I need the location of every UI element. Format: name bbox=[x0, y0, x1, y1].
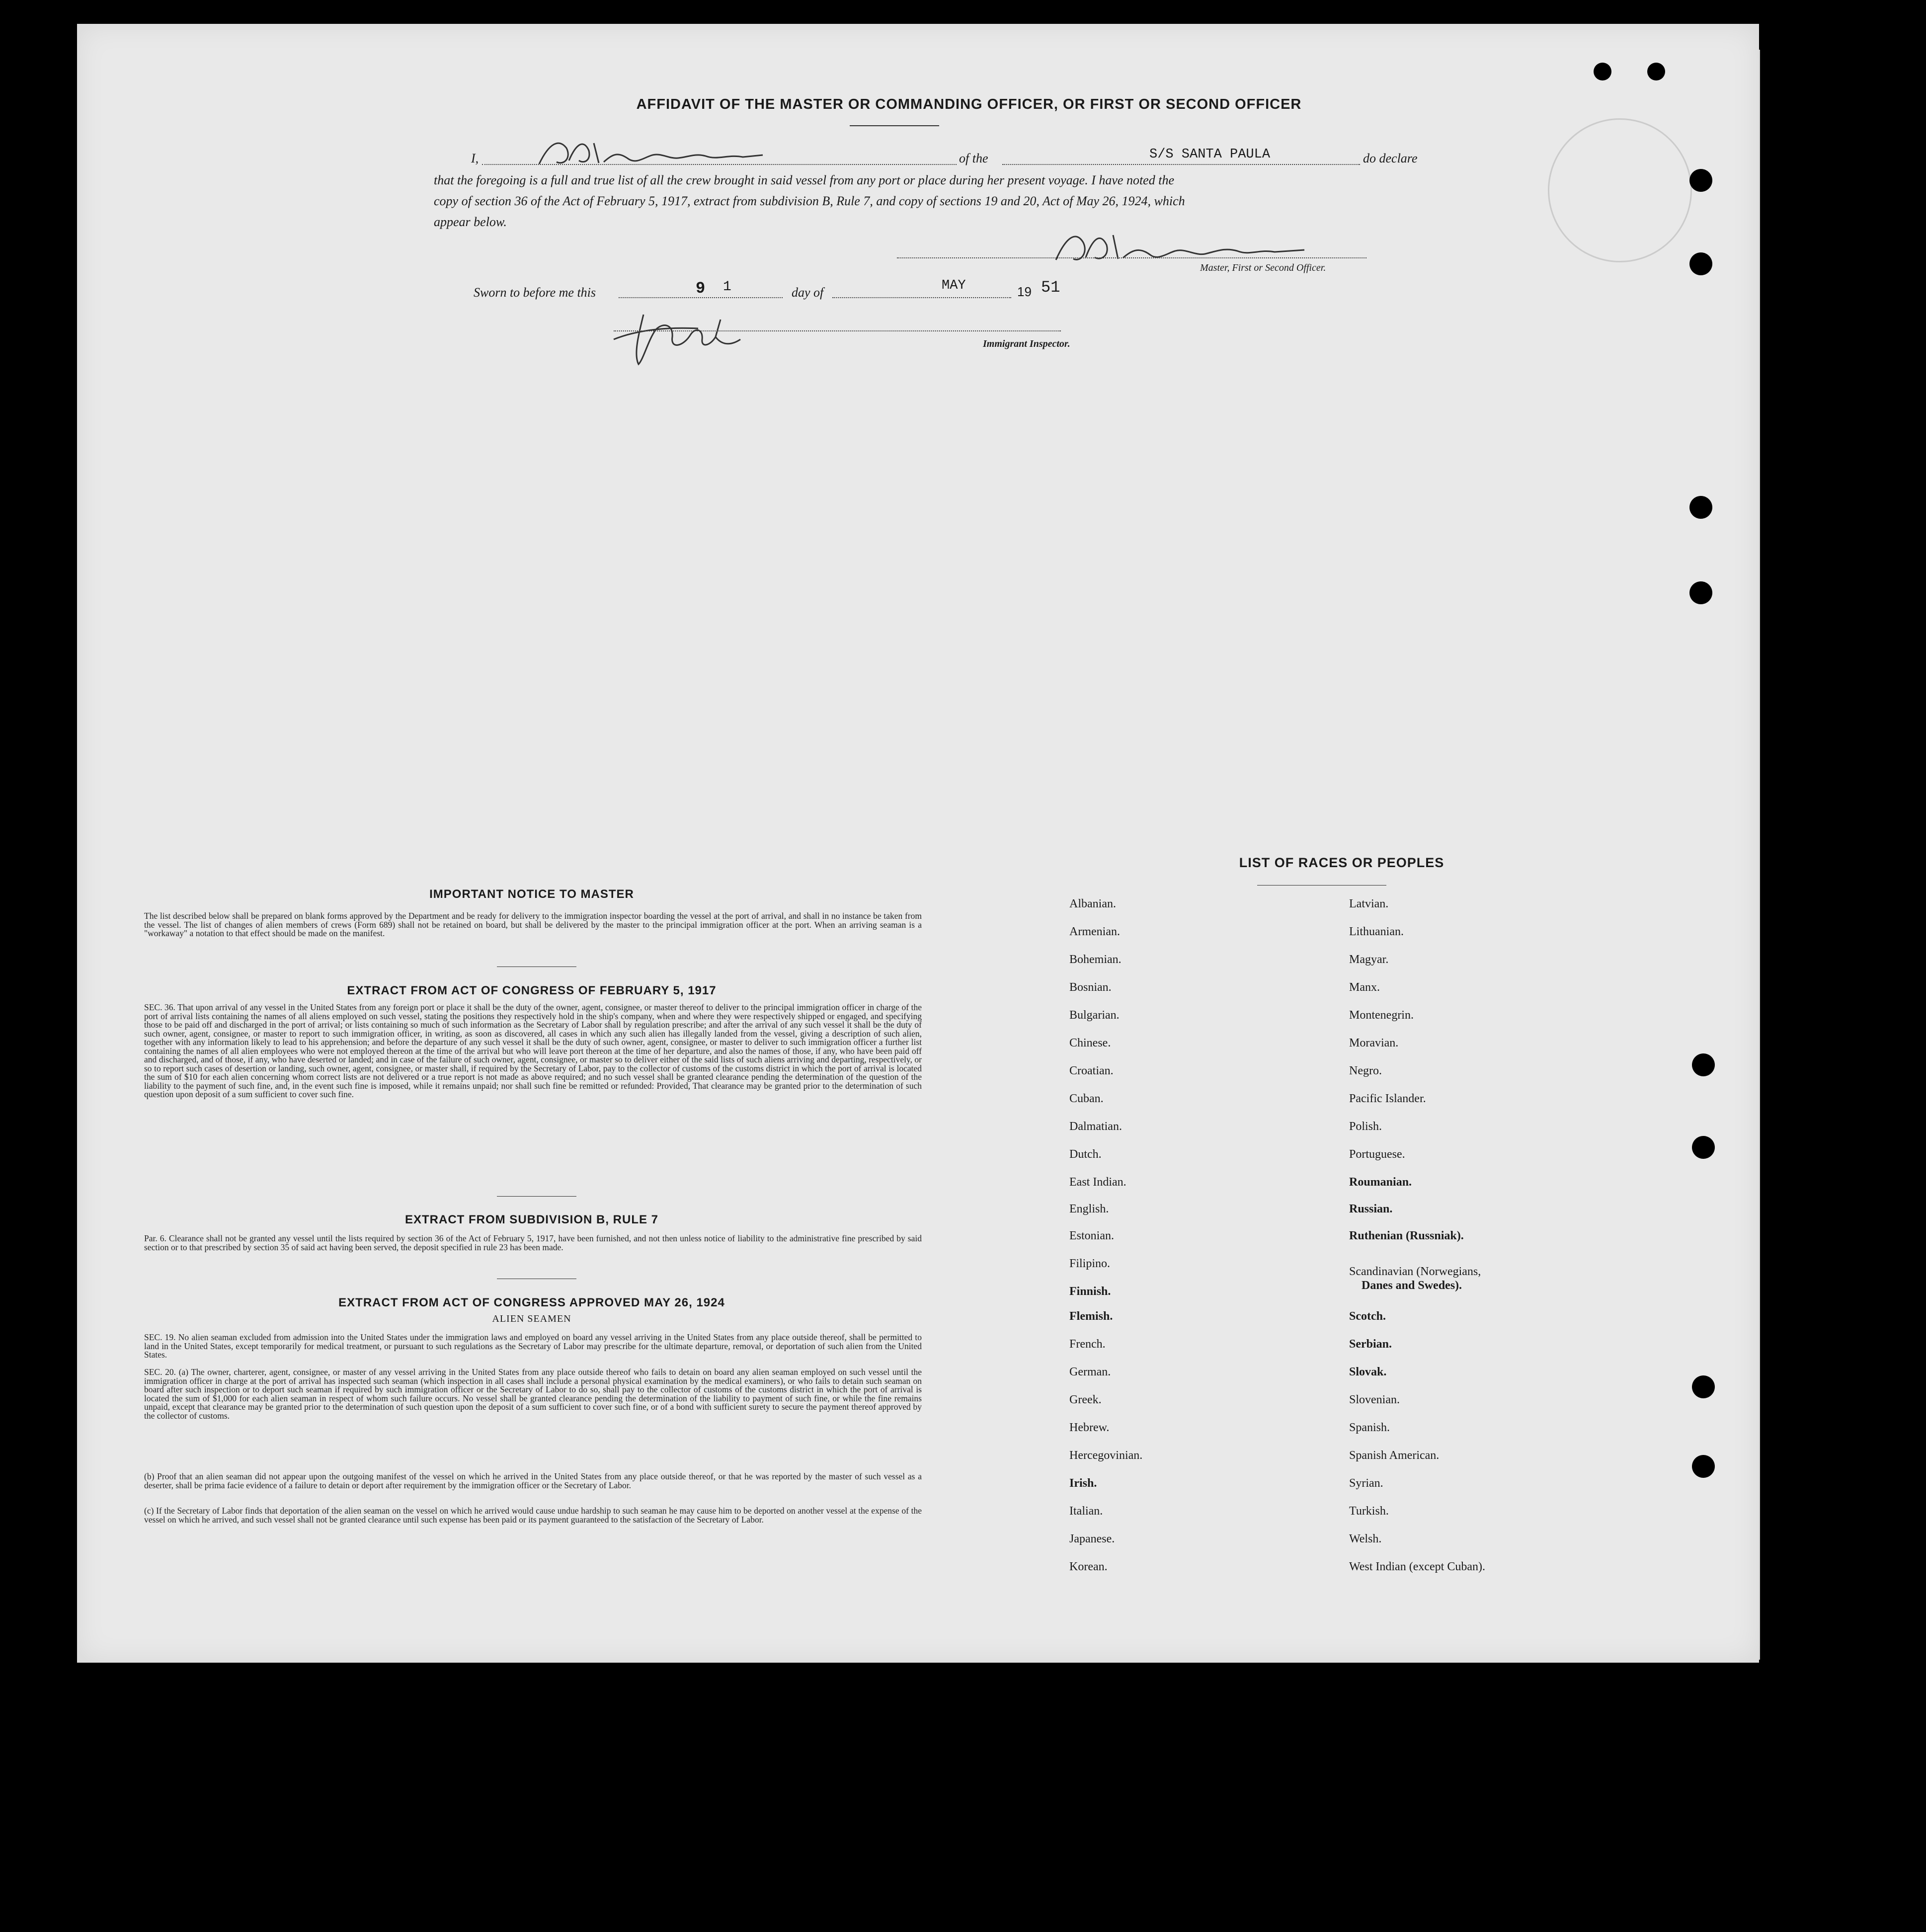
punch-hole-top-2 bbox=[1647, 63, 1665, 80]
race-italian: Italian. bbox=[1069, 1505, 1103, 1518]
race-scotch: Scotch. bbox=[1349, 1310, 1386, 1323]
race-hebrew: Hebrew. bbox=[1069, 1421, 1110, 1434]
race-serbian: Serbian. bbox=[1349, 1338, 1392, 1351]
sworn-month: MAY bbox=[942, 278, 966, 293]
sworn-mark: 1 bbox=[723, 279, 731, 295]
divider-2 bbox=[497, 1196, 576, 1197]
master-caption: Master, First or Second Officer. bbox=[1200, 262, 1326, 273]
inspector-signature bbox=[609, 300, 773, 369]
race-manx: Manx. bbox=[1349, 981, 1380, 994]
affidavit-line-2: that the foregoing is a full and true list of all the crew brought in said vessel from any port or place during her present voyage. I have noted the bbox=[434, 173, 1174, 187]
extract-1924-title: EXTRACT FROM ACT OF CONGRESS APPROVED MAY 26, 1924 bbox=[338, 1296, 725, 1309]
sworn-day: 9 bbox=[696, 279, 706, 298]
faint-stamp-mark bbox=[1548, 118, 1692, 262]
race-turkish: Turkish. bbox=[1349, 1505, 1389, 1518]
of-the-label: of the bbox=[959, 151, 988, 165]
punch-hole-8 bbox=[1692, 1455, 1715, 1478]
i-label: I, bbox=[471, 151, 479, 165]
punch-hole-2 bbox=[1689, 252, 1712, 275]
year-suffix: 51 bbox=[1041, 278, 1060, 297]
race-latvian: Latvian. bbox=[1349, 897, 1389, 910]
extract-1917-title: EXTRACT FROM ACT OF CONGRESS OF FEBRUARY 5, 1917 bbox=[347, 984, 717, 997]
do-declare-label: do declare bbox=[1363, 151, 1418, 165]
race-russian: Russian. bbox=[1349, 1203, 1393, 1215]
race-greek: Greek. bbox=[1069, 1393, 1102, 1406]
race-hercegovinian: Hercegovinian. bbox=[1069, 1449, 1143, 1462]
races-title: LIST OF RACES OR PEOPLES bbox=[1239, 855, 1444, 870]
punch-hole-5 bbox=[1692, 1053, 1715, 1076]
punch-hole-1 bbox=[1689, 169, 1712, 192]
race-armenian: Armenian. bbox=[1069, 925, 1120, 938]
race-cuban: Cuban. bbox=[1069, 1092, 1104, 1105]
race-ruthenian: Ruthenian (Russniak). bbox=[1349, 1229, 1464, 1242]
punch-hole-4 bbox=[1689, 581, 1712, 604]
punch-hole-top-1 bbox=[1594, 63, 1611, 80]
race-portuguese: Portuguese. bbox=[1349, 1148, 1405, 1161]
race-irish: Irish. bbox=[1069, 1477, 1097, 1490]
affidavit-line-4: appear below. bbox=[434, 215, 507, 229]
race-estonian: Estonian. bbox=[1069, 1229, 1114, 1242]
race-slovak: Slovak. bbox=[1349, 1366, 1387, 1378]
race-bosnian: Bosnian. bbox=[1069, 981, 1112, 994]
master-signature bbox=[529, 133, 807, 173]
races-divider bbox=[1257, 885, 1386, 886]
extract-1917-body: SEC. 36. That upon arrival of any vessel in the United States from any foreign port or place it shall be the duty of the owner, agent, consignee, or master thereof to deliver to the principal immigration officer in charge of the port of arrival lists containing the names of all aliens employed on such vessel, stating the positions they respectively hold in the ship's company, when and where they were respectively shipped or engaged, and specifying those to be paid off and discharged in the port of arrival; or lists containing so much of such information as the Secretary of Labor shall by regulation prescribe; and after the arrival of any such vessel it shall be the duty of such owner, agent, consignee, or master to report to such immigration officer, in writing, as soon as discovered, all cases in which any such alien has illegally landed from the vessel, giving a description of such alien, together with any information likely to lead to his apprehension; and before the departure of any such vessel it shall be the duty of such owner, agent, consignee, or master to deliver to such immigration officer a further list containing the names of all alien employees who were not employed thereon at the time of the arrival but who will leave port thereon at the time of her departure, and also the names of those, if any, who have been paid off and discharged, and of those, if any, who have deserted or landed; and in case of the failure of such owner, agent, consignee, or master so to deliver either of the said lists of such aliens arriving and departing, respectively, or so to report such cases of desertion or landing, such owner, agent, consignee, or master shall, if required by the Secretary of Labor, pay to the collector of customs of the customs district in which the port of arrival is located the sum of $10 for each alien concerning whom correct lists are not delivered or a true report is not made as above required; and no such vessel shall be granted clearance pending the determination of the question of the liability to the payment of such fine, and, in the event such fine is imposed, while it remains unpaid; nor shall such fine be remitted or refunded: Provided, That clearance may be granted prior to the determination of such question upon deposit of a sum sufficient to cover such fine. bbox=[144, 1002, 922, 1099]
race-english: English. bbox=[1069, 1203, 1109, 1215]
race-welsh: Welsh. bbox=[1349, 1532, 1382, 1545]
sec20b-body: (b) Proof that an alien seaman did not appear upon the outgoing manifest of the vessel on which he arrived in the United States from any place outside thereof, or that he was reported by the master of such vessel as a deserter, shall be prima facie evidence of a failure to detain or deport after requirement by the immigration officer or the Secretary of Labor. bbox=[144, 1471, 922, 1490]
race-polish: Polish. bbox=[1349, 1120, 1382, 1133]
race-slovenian: Slovenian. bbox=[1349, 1393, 1400, 1406]
extract-1924-subtitle: ALIEN SEAMEN bbox=[492, 1313, 571, 1324]
divider-1 bbox=[497, 966, 576, 967]
race-scandinavian: Scandinavian (Norwegians, bbox=[1349, 1265, 1481, 1278]
inspector-signature-line bbox=[614, 330, 1061, 331]
race-finnish: Finnish. bbox=[1069, 1285, 1111, 1298]
race-syrian: Syrian. bbox=[1349, 1477, 1383, 1490]
race-german: German. bbox=[1069, 1366, 1111, 1378]
race-french: French. bbox=[1069, 1338, 1106, 1351]
race-roumanian: Roumanian. bbox=[1349, 1176, 1412, 1189]
sworn-month-line bbox=[832, 297, 1011, 298]
title-divider bbox=[850, 125, 939, 126]
punch-hole-6 bbox=[1692, 1136, 1715, 1159]
year-prefix: 19 bbox=[1017, 284, 1032, 299]
punch-hole-7 bbox=[1692, 1375, 1715, 1398]
race-bulgarian: Bulgarian. bbox=[1069, 1009, 1120, 1022]
document-page bbox=[77, 24, 1759, 1663]
race-spanish: Spanish. bbox=[1349, 1421, 1390, 1434]
race-dalmatian: Dalmatian. bbox=[1069, 1120, 1122, 1133]
race-filipino: Filipino. bbox=[1069, 1257, 1111, 1270]
race-chinese: Chinese. bbox=[1069, 1037, 1111, 1049]
race-flemish: Flemish. bbox=[1069, 1310, 1113, 1323]
sworn-label: Sworn to before me this bbox=[474, 285, 596, 300]
vessel-name: S/S SANTA PAULA bbox=[1149, 147, 1271, 162]
race-east-indian: East Indian. bbox=[1069, 1176, 1126, 1189]
race-japanese: Japanese. bbox=[1069, 1532, 1115, 1545]
race-scandinavian-cont: Danes and Swedes). bbox=[1362, 1279, 1462, 1292]
race-lithuanian: Lithuanian. bbox=[1349, 925, 1404, 938]
sec20c-body: (c) If the Secretary of Labor finds that deportation of the alien seaman on the vessel on which he arrived would cause undue hardship to such seaman he may cause him to be deported on another vessel at the expense of the vessel on which he arrived, and such vessel shall not be granted clearance until such expense has been paid or its payment guaranteed to the satisfaction of the Secretary of Labor. bbox=[144, 1506, 922, 1525]
race-negro: Negro. bbox=[1349, 1064, 1382, 1077]
extract-rule7-title: EXTRACT FROM SUBDIVISION B, RULE 7 bbox=[404, 1213, 659, 1226]
sec19-body: SEC. 19. No alien seaman excluded from admission into the United States under the immigration laws and employed on board any vessel arriving in the United States from any place outside thereof, shall be permitted to land in the United States, except temporarily for medical treatment, or pursuant to such regulations as the Secretary of Labor may prescribe for the ultimate departure, removal, or deportation of such alien from the United States. bbox=[144, 1332, 922, 1360]
notice-title: IMPORTANT NOTICE TO MASTER bbox=[429, 887, 634, 901]
race-magyar: Magyar. bbox=[1349, 953, 1389, 966]
race-croatian: Croatian. bbox=[1069, 1064, 1114, 1077]
race-dutch: Dutch. bbox=[1069, 1148, 1102, 1161]
affidavit-line-3: copy of section 36 of the Act of February 5, 1917, extract from subdivision B, Rule 7, and copy of sections 19 and 20, Act of May 26, 1924, which bbox=[434, 194, 1185, 208]
race-montenegrin: Montenegrin. bbox=[1349, 1009, 1414, 1022]
race-west-indian: West Indian (except Cuban). bbox=[1349, 1560, 1485, 1573]
race-pacific-islander: Pacific Islander. bbox=[1349, 1092, 1426, 1105]
race-moravian: Moravian. bbox=[1349, 1037, 1399, 1049]
notice-body: The list described below shall be prepared on blank forms approved by the Department and be ready for delivery to the immigration inspector boarding the vessel at the port of arrival, and shall in no instance be taken from the vessel. The list of changes of alien members of crews (Form 689) shall not be retained on board, but shall be delivered by the master to the principal immigration officer at the port. When an arriving seaman is a "workaway" a notation to that effect should be made on the manifest. bbox=[144, 911, 922, 938]
race-spanish-american: Spanish American. bbox=[1349, 1449, 1440, 1462]
race-albanian: Albanian. bbox=[1069, 897, 1116, 910]
extract-rule7-body: Par. 6. Clearance shall not be granted any vessel until the lists required by section 36 of the Act of February 5, 1917, have been furnished, and not then unless notice of liability to the administrative fine prescribed by said section or to that prescribed by section 35 of said act having been served, the deposit specified in rule 23 has been made. bbox=[144, 1233, 922, 1252]
sec20a-body: SEC. 20. (a) The owner, charterer, agent, consignee, or master of any vessel arriving in the United States from any place outside thereof who fails to detain on board any alien seaman employed on such vessel until the immigration officer in charge at the port of arrival has inspected such seaman (which inspection in all cases shall include a personal physical examination by the medical examiners), or who fails to detain such seaman on board after such inspection or to deport such seaman if required by such immigration officer or the Secretary of Labor to do so, shall pay to the collector of customs of the customs district in which the port of arrival is located the sum of $1,000 for each alien seaman in respect of whom such failure occurs. No vessel shall be granted clearance pending the determination of the liability to payment of such fine, or while the fine remains unpaid, except that clearance may be granted prior to the determination of such question upon the deposit of a sum sufficient to cover such fine, or of a bond with sufficient surety to secure the payment thereof approved by the collector of customs. bbox=[144, 1367, 922, 1421]
race-korean: Korean. bbox=[1069, 1560, 1108, 1573]
vessel-name-line bbox=[1002, 164, 1360, 165]
day-of-label: day of bbox=[792, 285, 824, 300]
master-signature-line bbox=[897, 257, 1366, 258]
affidavit-title: AFFIDAVIT OF THE MASTER OR COMMANDING OFFICER, OR FIRST OR SECOND OFFICER bbox=[636, 96, 1302, 112]
inspector-caption: Immigrant Inspector. bbox=[983, 338, 1070, 349]
race-bohemian: Bohemian. bbox=[1069, 953, 1122, 966]
punch-hole-3 bbox=[1689, 496, 1712, 519]
